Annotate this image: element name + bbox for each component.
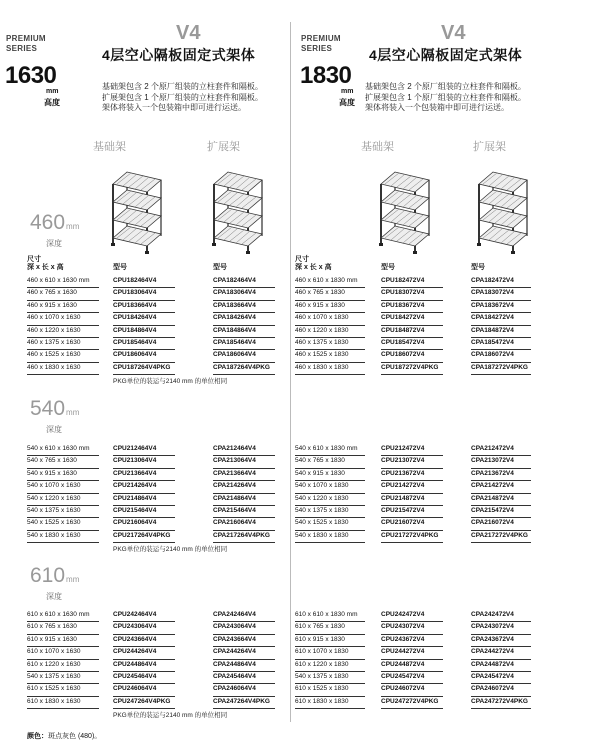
ext-model-header: 型号 xyxy=(213,264,227,271)
base-model-header: 型号 xyxy=(113,264,127,271)
extension-shelf-image xyxy=(208,162,270,258)
size-cell: 460 x 1375 x 1630 xyxy=(27,337,99,350)
base-model-cell: CPU186064V4 xyxy=(113,349,175,362)
ext-model-cell: CPA182464V4 xyxy=(213,275,275,288)
extension-shelf-image xyxy=(473,162,535,258)
size-cell: 610 x 765 x 1630 xyxy=(27,621,99,634)
size-cell: 460 x 915 x 1630 xyxy=(27,300,99,313)
size-cell: 610 x 1830 x 1630 xyxy=(27,696,99,709)
size-cell: 610 x 610 x 1630 mm xyxy=(27,609,99,622)
base-model-cell: CPU182472V4 xyxy=(381,275,443,288)
ext-model-cell: CPA183672V4 xyxy=(471,300,531,313)
ext-model-cell: CPA182472V4 xyxy=(471,275,531,288)
base-model-cell: CPU215472V4 xyxy=(381,505,443,518)
size-cell: 610 x 1830 x 1830 xyxy=(295,696,365,709)
ext-model-cell: CPA246072V4 xyxy=(471,683,531,696)
size-cell: 610 x 1070 x 1830 xyxy=(295,646,365,659)
size-cell: 610 x 1070 x 1630 xyxy=(27,646,99,659)
depth-unit: mm xyxy=(66,222,80,231)
ext-model-cell: CPA215472V4 xyxy=(471,505,531,518)
panel-1830 xyxy=(295,0,585,746)
base-model-cell: CPU214864V4 xyxy=(113,493,175,506)
ext-model-cell: CPA186064V4 xyxy=(213,349,275,362)
version-badge: V4 xyxy=(441,22,466,44)
size-cell: 540 x 1070 x 1830 xyxy=(295,480,365,493)
size-cell: 460 x 1070 x 1630 xyxy=(27,312,99,325)
base-model-cell: CPU243072V4 xyxy=(381,621,443,634)
base-model-cell: CPU217272V4PKG xyxy=(381,530,443,543)
base-model-cell: CPU243664V4 xyxy=(113,634,175,647)
height-label: 高度 xyxy=(339,98,355,107)
size-cell: 540 x 765 x 1830 xyxy=(295,455,365,468)
base-model-cell: CPU182464V4 xyxy=(113,275,175,288)
base-model-cell: CPU213672V4 xyxy=(381,468,443,481)
size-cell: 540 x 1525 x 1830 xyxy=(295,517,365,530)
size-cell: 540 x 1375 x 1630 xyxy=(27,671,99,684)
ext-model-cell: CPA216072V4 xyxy=(471,517,531,530)
base-unit-label: 基础架 xyxy=(93,141,126,153)
pkg-note: PKG单位的装运与2140 mm 的单位相同 xyxy=(113,378,228,386)
base-model-cell: CPU214272V4 xyxy=(381,480,443,493)
ext-model-cell: CPA243064V4 xyxy=(213,621,275,634)
size-header: 尺寸 深 x 长 x 高 xyxy=(27,256,64,271)
base-unit-label: 基础架 xyxy=(361,141,394,153)
ext-model-cell: CPA244272V4 xyxy=(471,646,531,659)
depth-label: 深度 xyxy=(46,425,62,434)
column-divider xyxy=(290,22,291,722)
ext-model-cell: CPA217272V4PKG xyxy=(471,530,531,543)
base-model-cell: CPU184872V4 xyxy=(381,325,443,338)
size-cell: 540 x 610 x 1630 mm xyxy=(27,443,99,456)
size-cell: 610 x 1220 x 1830 xyxy=(295,659,365,672)
ext-model-cell: CPA213072V4 xyxy=(471,455,531,468)
height-value: 1630 xyxy=(5,62,57,89)
ext-model-cell: CPA244864V4 xyxy=(213,659,275,672)
version-badge: V4 xyxy=(176,22,201,44)
ext-model-cell: CPA244264V4 xyxy=(213,646,275,659)
size-cell: 460 x 610 x 1630 mm xyxy=(27,275,99,288)
depth-unit: mm xyxy=(66,408,80,417)
size-cell: 540 x 1220 x 1830 xyxy=(295,493,365,506)
ext-model-cell: CPA183064V4 xyxy=(213,287,275,300)
height-label: 高度 xyxy=(44,98,60,107)
ext-model-cell: CPA247272V4PKG xyxy=(471,696,531,709)
base-model-cell: CPU187272V4PKG xyxy=(381,362,443,375)
depth-label: 深度 xyxy=(46,239,62,248)
depth-unit: mm xyxy=(66,575,80,584)
size-cell: 610 x 915 x 1630 xyxy=(27,634,99,647)
ext-model-cell: CPA183072V4 xyxy=(471,287,531,300)
ext-model-cell: CPA245464V4 xyxy=(213,671,275,684)
size-cell: 460 x 1220 x 1830 xyxy=(295,325,365,338)
size-cell: 540 x 1830 x 1630 xyxy=(27,530,99,543)
base-model-cell: CPU212472V4 xyxy=(381,443,443,456)
size-cell: 540 x 1525 x 1630 xyxy=(27,517,99,530)
depth-number: 460 xyxy=(30,211,66,234)
pkg-note: PKG单位的装运与2140 mm 的单位相同 xyxy=(113,546,228,554)
size-cell: 540 x 1830 x 1830 xyxy=(295,530,365,543)
description: 基础架包含 2 个原厂组装的立柱套件和隔板。 扩展架包含 1 个原厂组装的立柱套件和隔板。 架体将装入一个包装箱中即可进行运送。 xyxy=(102,82,263,112)
base-model-cell: CPU185472V4 xyxy=(381,337,443,350)
base-model-cell: CPU244264V4 xyxy=(113,646,175,659)
base-model-cell: CPU183672V4 xyxy=(381,300,443,313)
ext-model-cell: CPA214264V4 xyxy=(213,480,275,493)
size-cell: 460 x 1525 x 1630 xyxy=(27,349,99,362)
size-cell: 540 x 1375 x 1830 xyxy=(295,671,365,684)
size-cell: 610 x 915 x 1830 xyxy=(295,634,365,647)
size-cell: 610 x 1220 x 1630 xyxy=(27,659,99,672)
base-model-cell: CPU245464V4 xyxy=(113,671,175,684)
ext-model-cell: CPA183664V4 xyxy=(213,300,275,313)
ext-model-cell: CPA215464V4 xyxy=(213,505,275,518)
base-model-cell: CPU243672V4 xyxy=(381,634,443,647)
ext-model-cell: CPA247264V4PKG xyxy=(213,696,275,709)
base-model-cell: CPU184264V4 xyxy=(113,312,175,325)
ext-model-cell: CPA184272V4 xyxy=(471,312,531,325)
ext-model-cell: CPA245472V4 xyxy=(471,671,531,684)
ext-model-cell: CPA214872V4 xyxy=(471,493,531,506)
base-model-cell: CPU244864V4 xyxy=(113,659,175,672)
size-header: 尺寸 深 x 长 x 高 xyxy=(295,256,332,271)
ext-model-cell: CPA214864V4 xyxy=(213,493,275,506)
depth-value xyxy=(30,564,79,588)
base-model-cell: CPU214872V4 xyxy=(381,493,443,506)
size-cell: 610 x 765 x 1830 xyxy=(295,621,365,634)
ext-model-cell: CPA244872V4 xyxy=(471,659,531,672)
base-model-cell: CPU183072V4 xyxy=(381,287,443,300)
size-cell: 610 x 610 x 1830 mm xyxy=(295,609,365,622)
base-model-cell: CPU187264V4PKG xyxy=(113,362,175,375)
size-cell: 460 x 1830 x 1830 xyxy=(295,362,365,375)
ext-model-cell: CPA242464V4 xyxy=(213,609,275,622)
base-model-cell: CPU213664V4 xyxy=(113,468,175,481)
ext-model-cell: CPA187272V4PKG xyxy=(471,362,531,375)
ext-model-cell: CPA217264V4PKG xyxy=(213,530,275,543)
ext-model-cell: CPA185464V4 xyxy=(213,337,275,350)
base-model-cell: CPU183064V4 xyxy=(113,287,175,300)
ext-model-cell: CPA184872V4 xyxy=(471,325,531,338)
base-model-header: 型号 xyxy=(381,264,395,271)
ext-model-cell: CPA214272V4 xyxy=(471,480,531,493)
extension-unit-label: 扩展架 xyxy=(473,141,506,153)
depth-number: 610 xyxy=(30,564,66,587)
size-cell: 460 x 1830 x 1630 xyxy=(27,362,99,375)
size-cell: 460 x 1070 x 1830 xyxy=(295,312,365,325)
color-footnote: 颜色：斑点灰色 (480)。 xyxy=(27,733,102,740)
depth-value xyxy=(30,397,79,421)
ext-model-cell: CPA243664V4 xyxy=(213,634,275,647)
depth-number: 540 xyxy=(30,397,66,420)
depth-value xyxy=(30,211,79,235)
panel-1630 xyxy=(0,0,290,746)
base-model-cell: CPU185464V4 xyxy=(113,337,175,350)
base-model-cell: CPU215464V4 xyxy=(113,505,175,518)
ext-model-cell: CPA185472V4 xyxy=(471,337,531,350)
size-cell: 540 x 765 x 1630 xyxy=(27,455,99,468)
base-model-cell: CPU186072V4 xyxy=(381,349,443,362)
base-model-cell: CPU214264V4 xyxy=(113,480,175,493)
ext-model-cell: CPA184864V4 xyxy=(213,325,275,338)
premium-series-label: PREMIUM SERIES xyxy=(6,34,46,53)
depth-label: 深度 xyxy=(46,592,62,601)
size-cell: 540 x 915 x 1830 xyxy=(295,468,365,481)
ext-model-cell: CPA213664V4 xyxy=(213,468,275,481)
ext-model-cell: CPA213064V4 xyxy=(213,455,275,468)
base-model-cell: CPU246072V4 xyxy=(381,683,443,696)
ext-model-cell: CPA243072V4 xyxy=(471,621,531,634)
size-cell: 610 x 1525 x 1830 xyxy=(295,683,365,696)
size-cell: 460 x 1220 x 1630 xyxy=(27,325,99,338)
base-shelf-image xyxy=(107,162,169,258)
page-title: 4层空心隔板固定式架体 xyxy=(102,47,256,63)
ext-model-cell: CPA246064V4 xyxy=(213,683,275,696)
base-model-cell: CPU213072V4 xyxy=(381,455,443,468)
base-model-cell: CPU213064V4 xyxy=(113,455,175,468)
size-cell: 460 x 1375 x 1830 xyxy=(295,337,365,350)
base-shelf-image xyxy=(375,162,437,258)
size-cell: 540 x 1375 x 1830 xyxy=(295,505,365,518)
ext-model-cell: CPA186072V4 xyxy=(471,349,531,362)
base-model-cell: CPU212464V4 xyxy=(113,443,175,456)
size-cell: 610 x 1525 x 1630 xyxy=(27,683,99,696)
ext-model-cell: CPA187264V4PKG xyxy=(213,362,275,375)
base-model-cell: CPU247272V4PKG xyxy=(381,696,443,709)
ext-model-header: 型号 xyxy=(471,264,485,271)
size-cell: 460 x 610 x 1830 mm xyxy=(295,275,365,288)
height-unit: mm xyxy=(46,88,59,95)
size-cell: 460 x 765 x 1630 xyxy=(27,287,99,300)
size-cell: 540 x 915 x 1630 xyxy=(27,468,99,481)
ext-model-cell: CPA212472V4 xyxy=(471,443,531,456)
base-model-cell: CPU243064V4 xyxy=(113,621,175,634)
base-model-cell: CPU217264V4PKG xyxy=(113,530,175,543)
height-unit: mm xyxy=(341,88,354,95)
ext-model-cell: CPA213672V4 xyxy=(471,468,531,481)
base-model-cell: CPU245472V4 xyxy=(381,671,443,684)
base-model-cell: CPU246064V4 xyxy=(113,683,175,696)
size-cell: 540 x 1375 x 1630 xyxy=(27,505,99,518)
base-model-cell: CPU242472V4 xyxy=(381,609,443,622)
base-model-cell: CPU184272V4 xyxy=(381,312,443,325)
ext-model-cell: CPA212464V4 xyxy=(213,443,275,456)
ext-model-cell: CPA242472V4 xyxy=(471,609,531,622)
base-model-cell: CPU247264V4PKG xyxy=(113,696,175,709)
base-model-cell: CPU184864V4 xyxy=(113,325,175,338)
height-value: 1830 xyxy=(300,62,352,89)
size-cell: 540 x 610 x 1830 mm xyxy=(295,443,365,456)
premium-series-label: PREMIUM SERIES xyxy=(301,34,341,53)
ext-model-cell: CPA184264V4 xyxy=(213,312,275,325)
size-cell: 540 x 1070 x 1630 xyxy=(27,480,99,493)
base-model-cell: CPU216072V4 xyxy=(381,517,443,530)
size-cell: 460 x 765 x 1830 xyxy=(295,287,365,300)
base-model-cell: CPU183664V4 xyxy=(113,300,175,313)
base-model-cell: CPU244272V4 xyxy=(381,646,443,659)
description: 基础架包含 2 个原厂组装的立柱套件和隔板。 扩展架包含 1 个原厂组装的立柱套件和隔板。 架体将装入一个包装箱中即可进行运送。 xyxy=(365,82,526,112)
ext-model-cell: CPA243672V4 xyxy=(471,634,531,647)
base-model-cell: CPU244872V4 xyxy=(381,659,443,672)
base-model-cell: CPU216064V4 xyxy=(113,517,175,530)
extension-unit-label: 扩展架 xyxy=(207,141,240,153)
ext-model-cell: CPA216064V4 xyxy=(213,517,275,530)
size-cell: 540 x 1220 x 1630 xyxy=(27,493,99,506)
base-model-cell: CPU242464V4 xyxy=(113,609,175,622)
page-title: 4层空心隔板固定式架体 xyxy=(369,47,523,63)
pkg-note: PKG单位的装运与2140 mm 的单位相同 xyxy=(113,712,228,720)
size-cell: 460 x 915 x 1830 xyxy=(295,300,365,313)
size-cell: 460 x 1525 x 1830 xyxy=(295,349,365,362)
